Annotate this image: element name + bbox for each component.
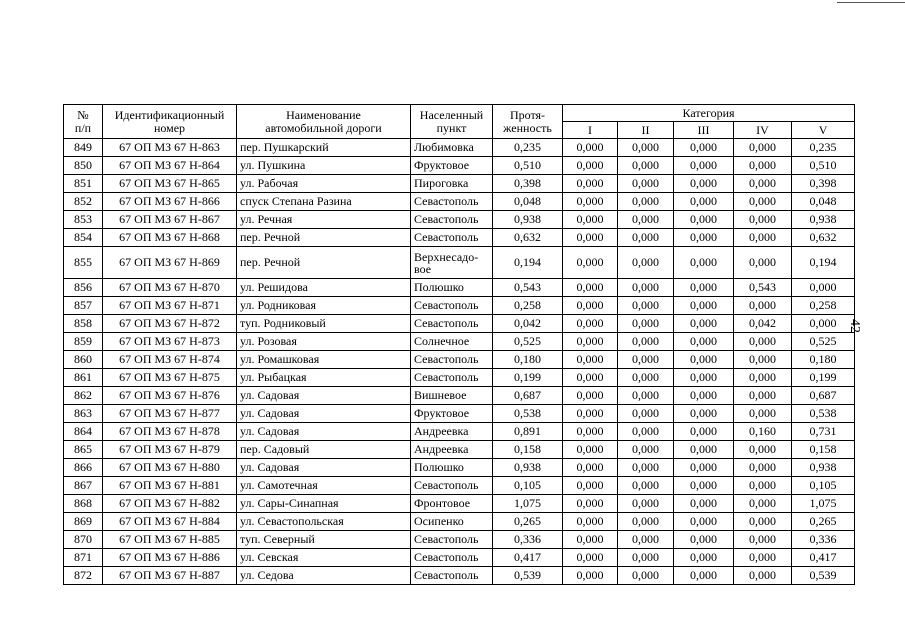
table-row: [64, 279, 855, 297]
cell-num: 850: [64, 157, 103, 175]
cell-id: 67 ОП МЗ 67 Н-864: [103, 157, 237, 175]
cell-cat-2: 0,000: [618, 333, 674, 351]
table-row: [64, 175, 855, 193]
cell-road-name: туп. Северный: [237, 531, 411, 549]
cell-cat-4: 0,000: [734, 477, 792, 495]
cell-place: Севастополь: [411, 351, 493, 369]
cell-cat-3: 0,000: [674, 139, 734, 157]
cell-cat-5: 0,336: [792, 531, 855, 549]
cell-num: 864: [64, 423, 103, 441]
cell-place: Севастополь: [411, 549, 493, 567]
cell-length: 0,105: [493, 477, 563, 495]
cell-road-name: ул. Седова: [237, 567, 411, 585]
cell-cat-1: 0,000: [563, 193, 618, 211]
cell-cat-2: 0,000: [618, 193, 674, 211]
cell-num: 857: [64, 297, 103, 315]
cell-cat-2: 0,000: [618, 567, 674, 585]
cell-cat-3: 0,000: [674, 297, 734, 315]
cell-num: 865: [64, 441, 103, 459]
cell-cat-5: 0,258: [792, 297, 855, 315]
cell-num: 869: [64, 513, 103, 531]
cell-num: 858: [64, 315, 103, 333]
cell-num: 856: [64, 279, 103, 297]
cell-cat-3: 0,000: [674, 157, 734, 175]
cell-road-name: ул. Розовая: [237, 333, 411, 351]
cell-id: 67 ОП МЗ 67 Н-887: [103, 567, 237, 585]
cell-cat-4: 0,000: [734, 531, 792, 549]
cell-length: 0,048: [493, 193, 563, 211]
table-row: [64, 333, 855, 351]
cell-cat-4: 0,000: [734, 247, 792, 279]
cell-num: 870: [64, 531, 103, 549]
cell-length: 0,938: [493, 211, 563, 229]
table-row: [64, 369, 855, 387]
cell-cat-1: 0,000: [563, 279, 618, 297]
cell-road-name: спуск Степана Разина: [237, 193, 411, 211]
header-cat-5: V: [792, 122, 855, 139]
cell-id: 67 ОП МЗ 67 Н-873: [103, 333, 237, 351]
cell-cat-3: 0,000: [674, 333, 734, 351]
cell-id: 67 ОП МЗ 67 Н-879: [103, 441, 237, 459]
cell-cat-1: 0,000: [563, 369, 618, 387]
cell-road-name: ул. Решидова: [237, 279, 411, 297]
cell-id: 67 ОП МЗ 67 Н-878: [103, 423, 237, 441]
cell-num: 859: [64, 333, 103, 351]
cell-id: 67 ОП МЗ 67 Н-865: [103, 175, 237, 193]
cell-num: 860: [64, 351, 103, 369]
cell-cat-5: 0,632: [792, 229, 855, 247]
cell-id: 67 ОП МЗ 67 Н-885: [103, 531, 237, 549]
cell-place: Андреевка: [411, 423, 493, 441]
cell-road-name: ул. Речная: [237, 211, 411, 229]
cell-cat-4: 0,000: [734, 495, 792, 513]
cell-cat-1: 0,000: [563, 531, 618, 549]
cell-cat-4: 0,000: [734, 351, 792, 369]
cell-cat-2: 0,000: [618, 405, 674, 423]
cell-cat-4: 0,000: [734, 567, 792, 585]
table-row: [64, 315, 855, 333]
cell-cat-5: 1,075: [792, 495, 855, 513]
cell-cat-1: 0,000: [563, 157, 618, 175]
cell-cat-4: 0,000: [734, 513, 792, 531]
cell-cat-3: 0,000: [674, 531, 734, 549]
cell-length: 0,265: [493, 513, 563, 531]
cell-num: 871: [64, 549, 103, 567]
header-category: Категория: [563, 105, 855, 122]
cell-cat-4: 0,000: [734, 405, 792, 423]
table-row: [64, 495, 855, 513]
cell-cat-2: 0,000: [618, 459, 674, 477]
cell-cat-1: 0,000: [563, 247, 618, 279]
cell-place: Пироговка: [411, 175, 493, 193]
cell-cat-2: 0,000: [618, 549, 674, 567]
cell-cat-1: 0,000: [563, 297, 618, 315]
cell-road-name: ул. Севская: [237, 549, 411, 567]
cell-place: Осипенко: [411, 513, 493, 531]
cell-cat-3: 0,000: [674, 513, 734, 531]
cell-cat-4: 0,000: [734, 193, 792, 211]
cell-cat-2: 0,000: [618, 139, 674, 157]
cell-cat-5: 0,538: [792, 405, 855, 423]
header-road-name: Наименование автомобильной дороги: [237, 105, 411, 139]
cell-id: 67 ОП МЗ 67 Н-867: [103, 211, 237, 229]
cell-road-name: ул. Севастопольская: [237, 513, 411, 531]
cell-num: 868: [64, 495, 103, 513]
cell-id: 67 ОП МЗ 67 Н-877: [103, 405, 237, 423]
cell-cat-4: 0,000: [734, 459, 792, 477]
cell-cat-4: 0,000: [734, 139, 792, 157]
cell-road-name: ул. Ромашковая: [237, 351, 411, 369]
cell-cat-1: 0,000: [563, 441, 618, 459]
table-row: [64, 193, 855, 211]
cell-length: 0,539: [493, 567, 563, 585]
cell-road-name: ул. Сары-Синапная: [237, 495, 411, 513]
cell-cat-4: 0,000: [734, 549, 792, 567]
cell-place: Полюшко: [411, 459, 493, 477]
cell-cat-3: 0,000: [674, 279, 734, 297]
cell-cat-1: 0,000: [563, 567, 618, 585]
header-cat-4: IV: [734, 122, 792, 139]
cell-cat-5: 0,525: [792, 333, 855, 351]
cell-length: 0,543: [493, 279, 563, 297]
cell-cat-1: 0,000: [563, 139, 618, 157]
top-rule: [837, 2, 905, 3]
cell-place: Севастополь: [411, 315, 493, 333]
cell-cat-5: 0,731: [792, 423, 855, 441]
cell-length: 0,235: [493, 139, 563, 157]
cell-length: 0,194: [493, 247, 563, 279]
cell-id: 67 ОП МЗ 67 Н-869: [103, 247, 237, 279]
table-row: [64, 157, 855, 175]
cell-length: 0,417: [493, 549, 563, 567]
cell-cat-1: 0,000: [563, 459, 618, 477]
cell-cat-5: 0,199: [792, 369, 855, 387]
cell-place: Фруктовое: [411, 157, 493, 175]
cell-cat-2: 0,000: [618, 175, 674, 193]
cell-cat-2: 0,000: [618, 423, 674, 441]
header-length: Протя- женность: [493, 105, 563, 139]
cell-cat-4: 0,000: [734, 333, 792, 351]
cell-cat-2: 0,000: [618, 477, 674, 495]
cell-cat-2: 0,000: [618, 531, 674, 549]
cell-cat-1: 0,000: [563, 229, 618, 247]
cell-road-name: пер. Пушкарский: [237, 139, 411, 157]
table-row: [64, 351, 855, 369]
cell-length: 0,632: [493, 229, 563, 247]
header-cat-3: III: [674, 122, 734, 139]
page-number: 42: [847, 319, 862, 333]
cell-length: 0,180: [493, 351, 563, 369]
cell-cat-3: 0,000: [674, 369, 734, 387]
cell-cat-2: 0,000: [618, 369, 674, 387]
cell-cat-5: 0,398: [792, 175, 855, 193]
cell-cat-2: 0,000: [618, 351, 674, 369]
cell-road-name: ул. Садовая: [237, 459, 411, 477]
cell-cat-4: 0,000: [734, 297, 792, 315]
cell-cat-3: 0,000: [674, 387, 734, 405]
cell-id: 67 ОП МЗ 67 Н-876: [103, 387, 237, 405]
cell-cat-4: 0,160: [734, 423, 792, 441]
cell-cat-2: 0,000: [618, 495, 674, 513]
cell-place: Севастополь: [411, 229, 493, 247]
cell-cat-4: 0,000: [734, 157, 792, 175]
cell-cat-1: 0,000: [563, 405, 618, 423]
cell-cat-5: 0,510: [792, 157, 855, 175]
cell-num: 855: [64, 247, 103, 279]
cell-place: Севастополь: [411, 567, 493, 585]
table-row: [64, 229, 855, 247]
table-row: [64, 297, 855, 315]
cell-place: Полюшко: [411, 279, 493, 297]
cell-length: 0,042: [493, 315, 563, 333]
cell-place: Севастополь: [411, 211, 493, 229]
cell-cat-1: 0,000: [563, 175, 618, 193]
cell-num: 861: [64, 369, 103, 387]
cell-cat-5: 0,938: [792, 211, 855, 229]
table-row: [64, 531, 855, 549]
cell-num: 853: [64, 211, 103, 229]
cell-num: 854: [64, 229, 103, 247]
cell-id: 67 ОП МЗ 67 Н-872: [103, 315, 237, 333]
cell-length: 0,258: [493, 297, 563, 315]
cell-road-name: пер. Садовый: [237, 441, 411, 459]
cell-cat-5: 0,180: [792, 351, 855, 369]
cell-road-name: пер. Речной: [237, 247, 411, 279]
cell-cat-1: 0,000: [563, 513, 618, 531]
cell-place: Верхнесадо-вое: [411, 247, 493, 279]
cell-cat-3: 0,000: [674, 247, 734, 279]
cell-road-name: ул. Рабочая: [237, 175, 411, 193]
cell-num: 867: [64, 477, 103, 495]
cell-length: 0,525: [493, 333, 563, 351]
cell-num: 866: [64, 459, 103, 477]
cell-road-name: туп. Родниковый: [237, 315, 411, 333]
table-header: [64, 105, 855, 139]
cell-cat-2: 0,000: [618, 211, 674, 229]
cell-cat-1: 0,000: [563, 549, 618, 567]
cell-cat-5: 0,938: [792, 459, 855, 477]
cell-cat-2: 0,000: [618, 315, 674, 333]
cell-place: Фронтовое: [411, 495, 493, 513]
cell-cat-2: 0,000: [618, 247, 674, 279]
cell-cat-5: 0,265: [792, 513, 855, 531]
cell-id: 67 ОП МЗ 67 Н-868: [103, 229, 237, 247]
cell-place: Солнечное: [411, 333, 493, 351]
cell-cat-5: 0,194: [792, 247, 855, 279]
table-row: [64, 247, 855, 279]
cell-cat-3: 0,000: [674, 229, 734, 247]
cell-id: 67 ОП МЗ 67 Н-875: [103, 369, 237, 387]
cell-cat-5: 0,158: [792, 441, 855, 459]
table-row: [64, 387, 855, 405]
cell-id: 67 ОП МЗ 67 Н-882: [103, 495, 237, 513]
cell-cat-1: 0,000: [563, 423, 618, 441]
cell-cat-5: 0,539: [792, 567, 855, 585]
table-row: [64, 513, 855, 531]
cell-cat-4: 0,000: [734, 441, 792, 459]
cell-cat-5: 0,417: [792, 549, 855, 567]
cell-cat-2: 0,000: [618, 229, 674, 247]
cell-id: 67 ОП МЗ 67 Н-866: [103, 193, 237, 211]
cell-cat-4: 0,042: [734, 315, 792, 333]
cell-cat-4: 0,543: [734, 279, 792, 297]
cell-cat-2: 0,000: [618, 157, 674, 175]
cell-cat-3: 0,000: [674, 405, 734, 423]
cell-id: 67 ОП МЗ 67 Н-874: [103, 351, 237, 369]
cell-num: 872: [64, 567, 103, 585]
cell-cat-2: 0,000: [618, 279, 674, 297]
table-row: [64, 423, 855, 441]
cell-place: Севастополь: [411, 297, 493, 315]
cell-cat-3: 0,000: [674, 495, 734, 513]
cell-length: 0,199: [493, 369, 563, 387]
cell-cat-2: 0,000: [618, 387, 674, 405]
cell-id: 67 ОП МЗ 67 Н-870: [103, 279, 237, 297]
cell-cat-3: 0,000: [674, 175, 734, 193]
header-num: № п/п: [64, 105, 103, 139]
cell-cat-3: 0,000: [674, 459, 734, 477]
cell-cat-4: 0,000: [734, 211, 792, 229]
cell-cat-5: 0,000: [792, 315, 855, 333]
cell-cat-5: 0,048: [792, 193, 855, 211]
cell-length: 0,538: [493, 405, 563, 423]
cell-road-name: ул. Самотечная: [237, 477, 411, 495]
cell-length: 1,075: [493, 495, 563, 513]
cell-cat-3: 0,000: [674, 423, 734, 441]
cell-cat-4: 0,000: [734, 369, 792, 387]
cell-cat-4: 0,000: [734, 229, 792, 247]
cell-length: 0,938: [493, 459, 563, 477]
cell-length: 0,891: [493, 423, 563, 441]
cell-cat-3: 0,000: [674, 211, 734, 229]
cell-place: Севастополь: [411, 369, 493, 387]
cell-place: Севастополь: [411, 477, 493, 495]
table-row: [64, 211, 855, 229]
cell-place: Андреевка: [411, 441, 493, 459]
cell-cat-3: 0,000: [674, 549, 734, 567]
cell-cat-4: 0,000: [734, 175, 792, 193]
cell-place: Фруктовое: [411, 405, 493, 423]
cell-place: Севастополь: [411, 193, 493, 211]
cell-road-name: ул. Пушкина: [237, 157, 411, 175]
table-row: [64, 567, 855, 585]
cell-road-name: ул. Садовая: [237, 405, 411, 423]
cell-id: 67 ОП МЗ 67 Н-881: [103, 477, 237, 495]
table-row: [64, 441, 855, 459]
header-place: Населенный пункт: [411, 105, 493, 139]
cell-cat-3: 0,000: [674, 193, 734, 211]
cell-cat-1: 0,000: [563, 315, 618, 333]
cell-length: 0,687: [493, 387, 563, 405]
cell-length: 0,336: [493, 531, 563, 549]
cell-cat-3: 0,000: [674, 315, 734, 333]
cell-id: 67 ОП МЗ 67 Н-871: [103, 297, 237, 315]
cell-length: 0,398: [493, 175, 563, 193]
cell-num: 862: [64, 387, 103, 405]
cell-cat-5: 0,000: [792, 279, 855, 297]
cell-id: 67 ОП МЗ 67 Н-880: [103, 459, 237, 477]
cell-cat-2: 0,000: [618, 441, 674, 459]
table-row: [64, 139, 855, 157]
cell-place: Любимовка: [411, 139, 493, 157]
header-id: Идентификационный номер: [103, 105, 237, 139]
cell-cat-5: 0,105: [792, 477, 855, 495]
cell-id: 67 ОП МЗ 67 Н-886: [103, 549, 237, 567]
cell-cat-3: 0,000: [674, 441, 734, 459]
table-row: [64, 405, 855, 423]
cell-num: 849: [64, 139, 103, 157]
cell-cat-2: 0,000: [618, 513, 674, 531]
cell-cat-3: 0,000: [674, 351, 734, 369]
cell-num: 851: [64, 175, 103, 193]
cell-road-name: пер. Речной: [237, 229, 411, 247]
table-row: [64, 549, 855, 567]
cell-id: 67 ОП МЗ 67 Н-863: [103, 139, 237, 157]
cell-cat-1: 0,000: [563, 333, 618, 351]
cell-place: Севастополь: [411, 531, 493, 549]
header-cat-1: I: [563, 122, 618, 139]
cell-place: Вишневое: [411, 387, 493, 405]
cell-cat-3: 0,000: [674, 567, 734, 585]
cell-road-name: ул. Садовая: [237, 423, 411, 441]
cell-cat-1: 0,000: [563, 477, 618, 495]
header-cat-2: II: [618, 122, 674, 139]
table-body: [64, 139, 855, 585]
cell-cat-4: 0,000: [734, 387, 792, 405]
cell-length: 0,158: [493, 441, 563, 459]
cell-num: 863: [64, 405, 103, 423]
cell-cat-5: 0,235: [792, 139, 855, 157]
cell-num: 852: [64, 193, 103, 211]
cell-cat-1: 0,000: [563, 351, 618, 369]
cell-cat-1: 0,000: [563, 495, 618, 513]
cell-cat-5: 0,687: [792, 387, 855, 405]
cell-road-name: ул. Рыбацкая: [237, 369, 411, 387]
table-row: [64, 459, 855, 477]
cell-id: 67 ОП МЗ 67 Н-884: [103, 513, 237, 531]
cell-cat-1: 0,000: [563, 211, 618, 229]
roads-table: [63, 104, 855, 585]
cell-road-name: ул. Садовая: [237, 387, 411, 405]
cell-length: 0,510: [493, 157, 563, 175]
cell-cat-3: 0,000: [674, 477, 734, 495]
cell-road-name: ул. Родниковая: [237, 297, 411, 315]
table-row: [64, 477, 855, 495]
cell-cat-2: 0,000: [618, 297, 674, 315]
cell-cat-1: 0,000: [563, 387, 618, 405]
